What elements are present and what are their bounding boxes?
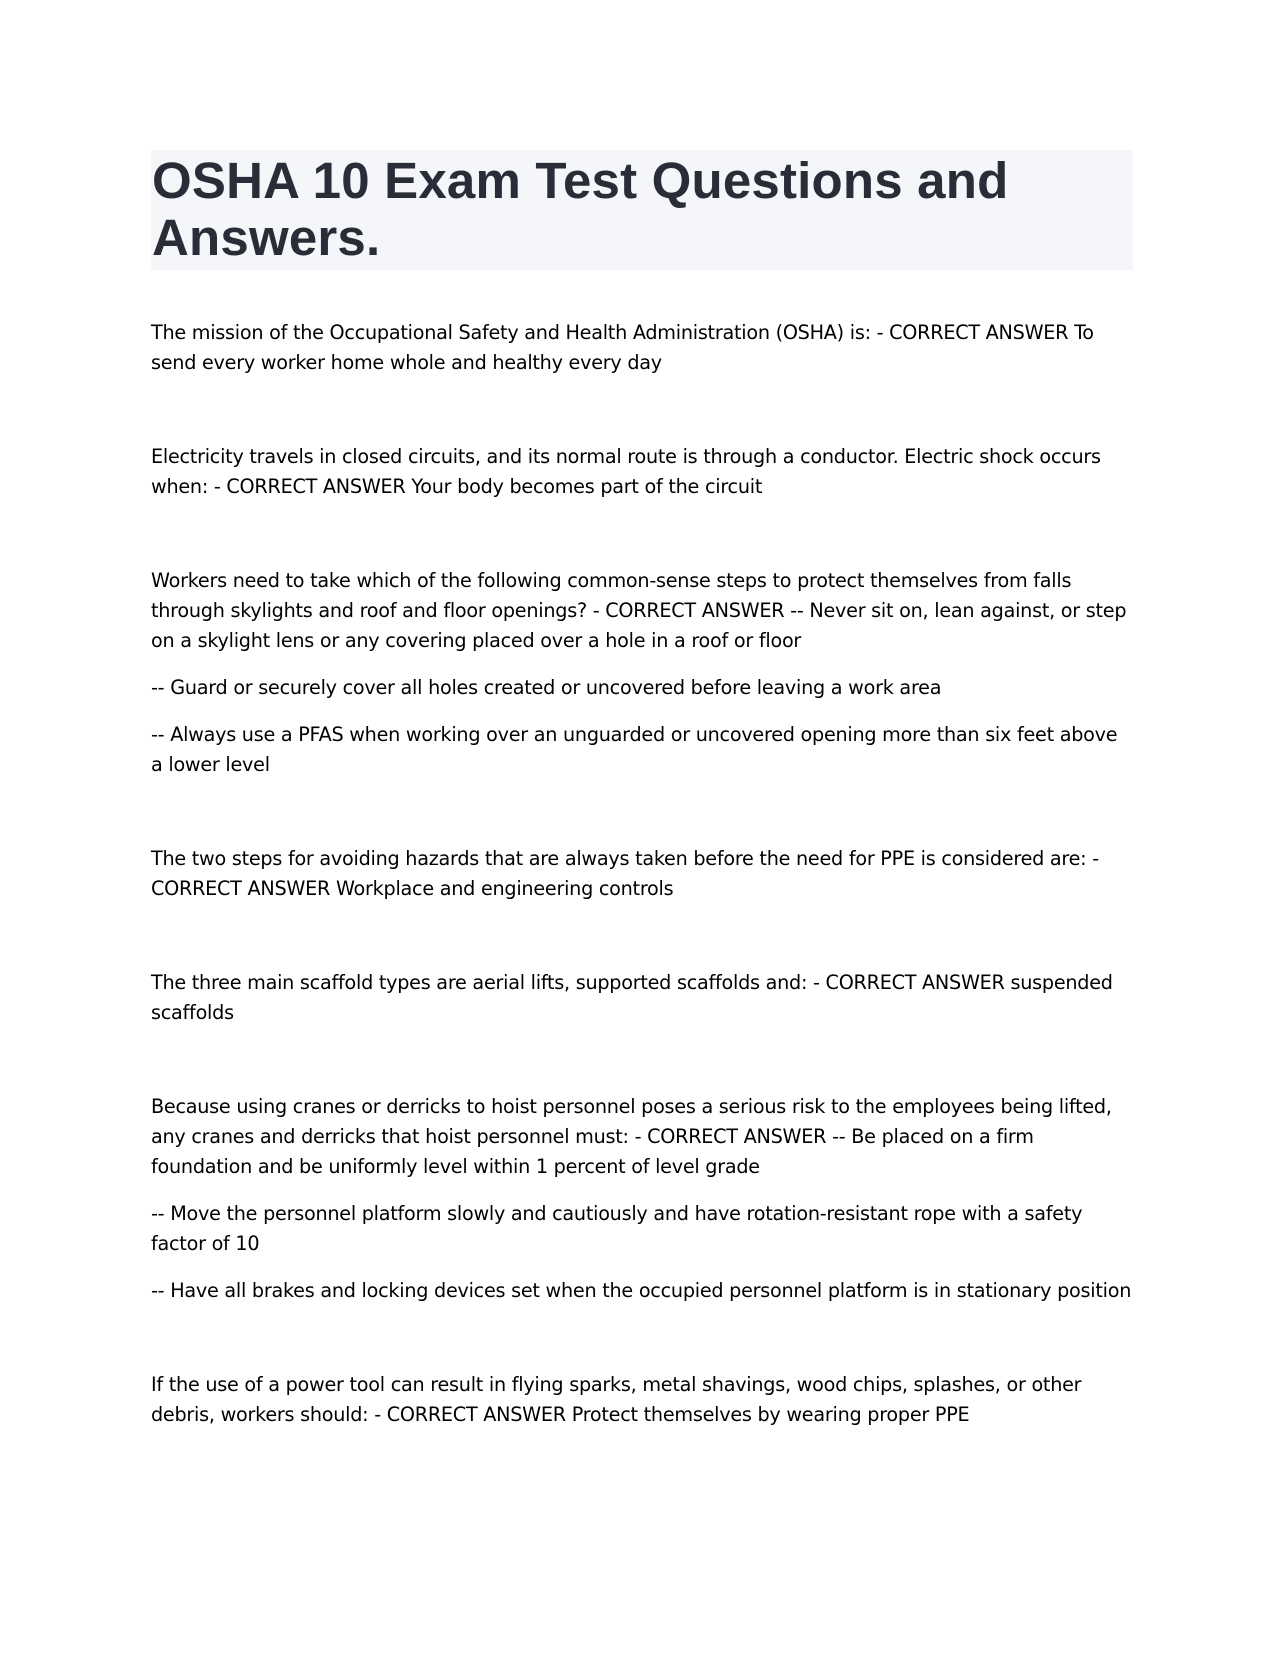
document-title: OSHA 10 Exam Test Questions and Answers. [152, 152, 1009, 266]
question-answer-text: The mission of the Occupational Safety and Health Administration (OSHA) is: - CORRECT ANSWER To send every worker home whole and healthy every day [151, 321, 1094, 374]
question-answer-text: Because using cranes or derricks to hoist personnel poses a serious risk to the employees being lifted, any cranes and derricks that hoist personnel must: - CORRECT ANSWER -- Be placed on a firm foundation and be uniformly level within 1 percent of level grade [151, 1095, 1112, 1178]
answer-bullet-text: -- Always use a PFAS when working over an unguarded or uncovered opening more than six feet above a lower level [151, 723, 1118, 776]
qa-item [151, 318, 1133, 378]
answer-bullet-text: -- Move the personnel platform slowly and cautiously and have rotation-resistant rope with a safety factor of 10 [151, 1202, 1083, 1255]
qa-list [151, 318, 1133, 1430]
question-answer-text: If the use of a power tool can result in flying sparks, metal shavings, wood chips, splashes, or other debris, workers should: - CORRECT ANSWER Protect themselves by wearing proper PPE [151, 1373, 1082, 1426]
document-content [151, 150, 1133, 1430]
question-answer-text: The two steps for avoiding hazards that are always taken before the need for PPE is considered are: - CORRECT ANSWER Workplace and engineering controls [151, 847, 1099, 900]
title-banner [151, 150, 1133, 270]
answer-bullet-text: -- Have all brakes and locking devices set when the occupied personnel platform is in stationary position [151, 1279, 1132, 1302]
question-answer-text: Workers need to take which of the following common-sense steps to protect themselves from falls through skylights and roof and floor openings? - CORRECT ANSWER -- Never sit on, lean against, or step on a skylight lens or any covering placed over a hole in a roof or floor [151, 569, 1127, 652]
qa-item [151, 442, 1133, 502]
question-answer-text: The three main scaffold types are aerial lifts, supported scaffolds and: - CORRECT ANSWER suspended scaffolds [151, 971, 1113, 1024]
qa-item [151, 566, 1133, 780]
qa-item [151, 844, 1133, 904]
question-answer-text: Electricity travels in closed circuits, and its normal route is through a conductor. Electric shock occurs when: - CORRECT ANSWER Your body becomes part of the circuit [151, 445, 1101, 498]
qa-item [151, 968, 1133, 1028]
qa-item [151, 1092, 1133, 1306]
qa-item [151, 1370, 1133, 1430]
answer-bullet-text: -- Guard or securely cover all holes created or uncovered before leaving a work area [151, 676, 942, 699]
